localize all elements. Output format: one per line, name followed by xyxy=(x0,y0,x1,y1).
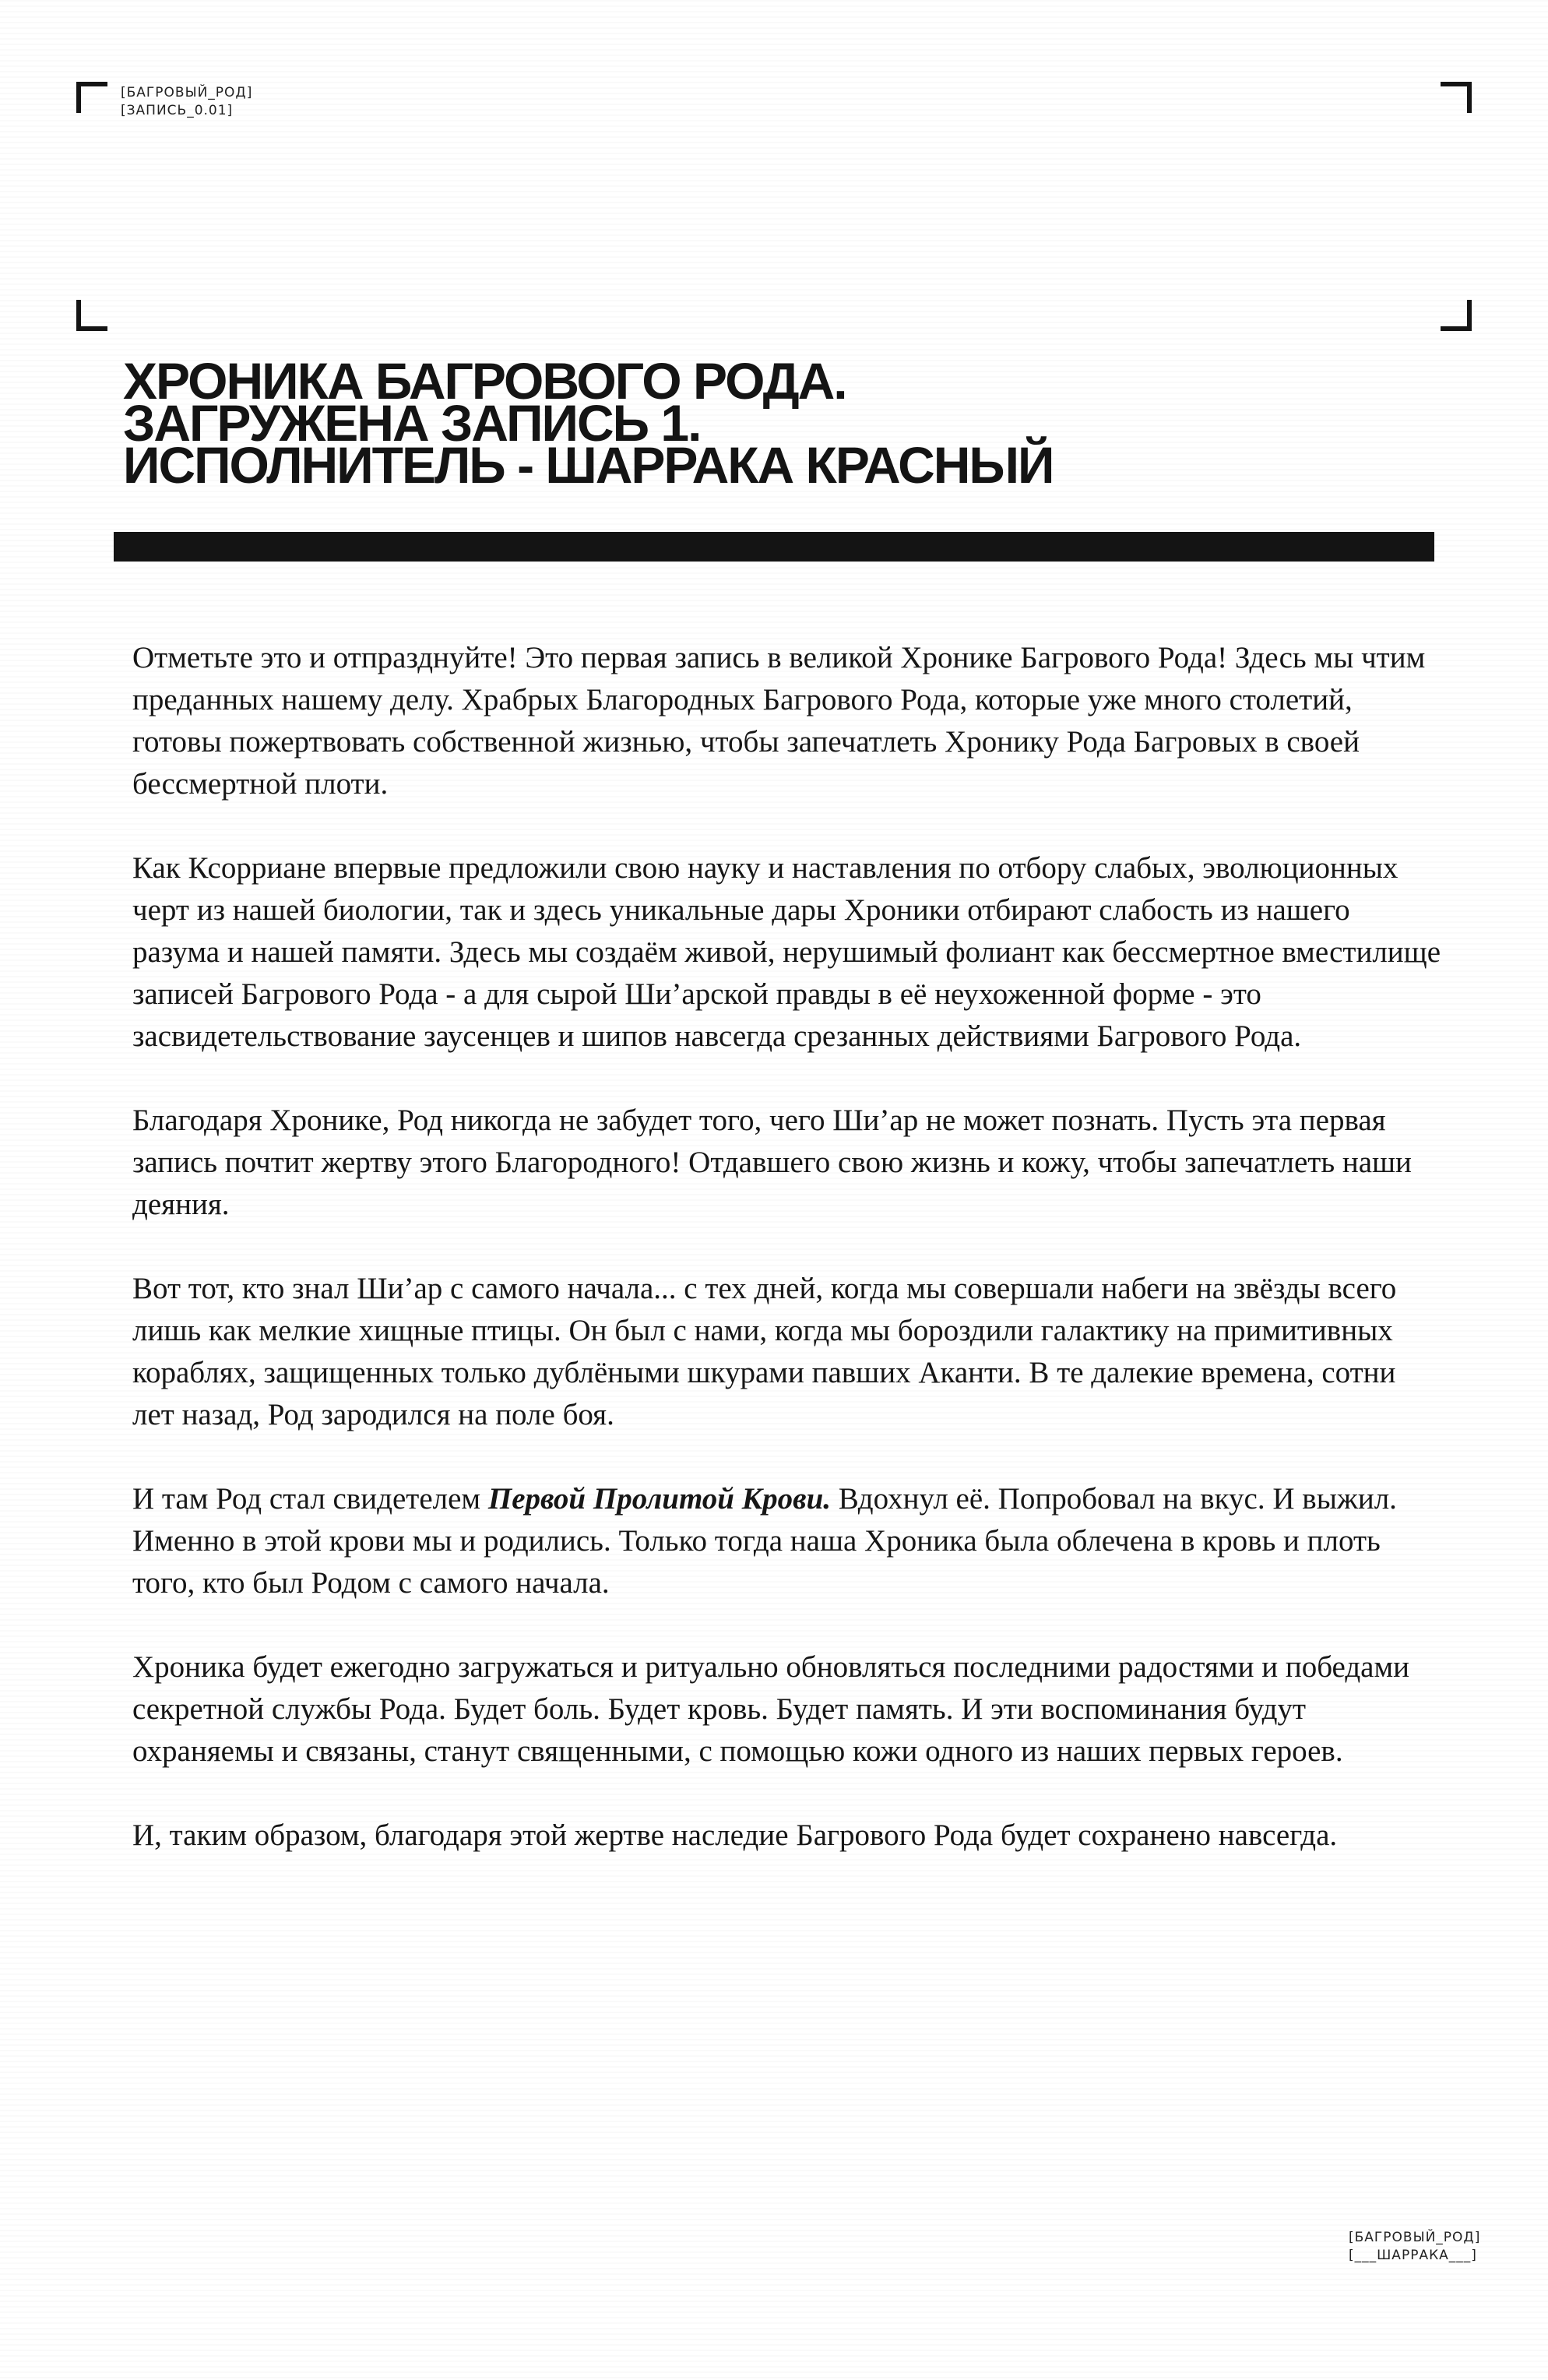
header-tag-line1: [БАГРОВЫЙ_РОД] xyxy=(121,85,253,100)
title-line1: ХРОНИКА БАГРОВОГО РОДА. xyxy=(123,352,846,410)
title-underline-bar xyxy=(114,532,1434,562)
paragraph-1: Отметьте это и отпразднуйте! Это первая запись в великой Хронике Багрового Рода! Здесь мы чтим преданных нашему делу. Храбрых Благородных Багрового Рода, которые уже много столетий, готовы пожертвовать собственной жизнью, чтобы запечатлеть Хронику Рода Багровых в своей бессмертной плоти. xyxy=(132,641,1426,801)
header-tag-line2: [ЗАПИСЬ_0.01] xyxy=(121,103,234,118)
page-title xyxy=(123,352,1054,494)
article-body xyxy=(132,637,1441,1857)
corner-bracket-top-right xyxy=(1441,82,1472,113)
footer-tag-line1: [БАГРОВЫЙ_РОД] xyxy=(1349,2230,1481,2245)
paragraph-5 xyxy=(132,1478,1441,1604)
footer-tag-line2: [___ШАРРАКА___] xyxy=(1349,2248,1477,2263)
paragraph-5-emphasis: Первой Пролитой Крови. xyxy=(487,1482,832,1516)
footer-tag xyxy=(1349,2229,1480,2265)
paragraph-4: Вот тот, кто знал Ши’ар с самого начала... с тех дней, когда мы совершали набеги на звёзды всего лишь как мелкие хищные птицы. Он был с нами, когда мы бороздили галактику на примитивных кораблях, защищенных только дублёными шкурами павших Аканти. В те далекие времена, сотни лет назад, Род зародился на поле боя. xyxy=(132,1272,1397,1431)
paragraph-7: И, таким образом, благодаря этой жертве наследие Багрового Рода будет сохранено навсегда. xyxy=(132,1818,1338,1852)
corner-bracket-bottom-left xyxy=(76,300,107,331)
corner-bracket-top-left xyxy=(76,82,107,113)
title-line2: ЗАГРУЖЕНА ЗАПИСЬ 1. xyxy=(123,394,701,452)
paragraph-5-rest: Вдохнул её. Попробовал на вкус. И выжил. Именно в этой крови мы и родились. Только тогда наша Хроника была облечена в кровь и плоть того, кто был Родом с самого начала. xyxy=(132,1482,1397,1600)
paragraph-6: Хроника будет ежегодно загружаться и ритуально обновляться последними радостями и победами секретной службы Рода. Будет боль. Будет кровь. Будет память. И эти воспоминания будут охраняемы и связаны, станут священными, с помощью кожи одного из наших первых героев. xyxy=(132,1650,1410,1768)
paragraph-3: Благодаря Хронике, Род никогда не забудет того, чего Ши’ар не может познать. Пусть эта первая запись почтит жертву этого Благородного! Отдавшего свою жизнь и кожу, чтобы запечатлеть наши деяния. xyxy=(132,1104,1412,1221)
title-line3: ИСПОЛНИТЕЛЬ - ШАРРАКА КРАСНЫЙ xyxy=(123,436,1054,494)
header-tag xyxy=(121,84,252,120)
paragraph-5-lead: И там Род стал свидетелем xyxy=(132,1482,488,1516)
paragraph-2: Как Ксорриане впервые предложили свою науку и наставления по отбору слабых, эволюционных черт из нашей биологии, так и здесь уникальные дары Хроники отбирают слабость из нашего разума и нашей памяти. Здесь мы создаём живой, нерушимый фолиант как бессмертное вместилище записей Багрового Рода - а для сырой Ши’арской правды в её неухоженной форме - это засвидетельствование заусенцев и шипов навсегда срезанных действиями Багрового Рода. xyxy=(132,851,1441,1053)
corner-bracket-bottom-right xyxy=(1441,300,1472,331)
